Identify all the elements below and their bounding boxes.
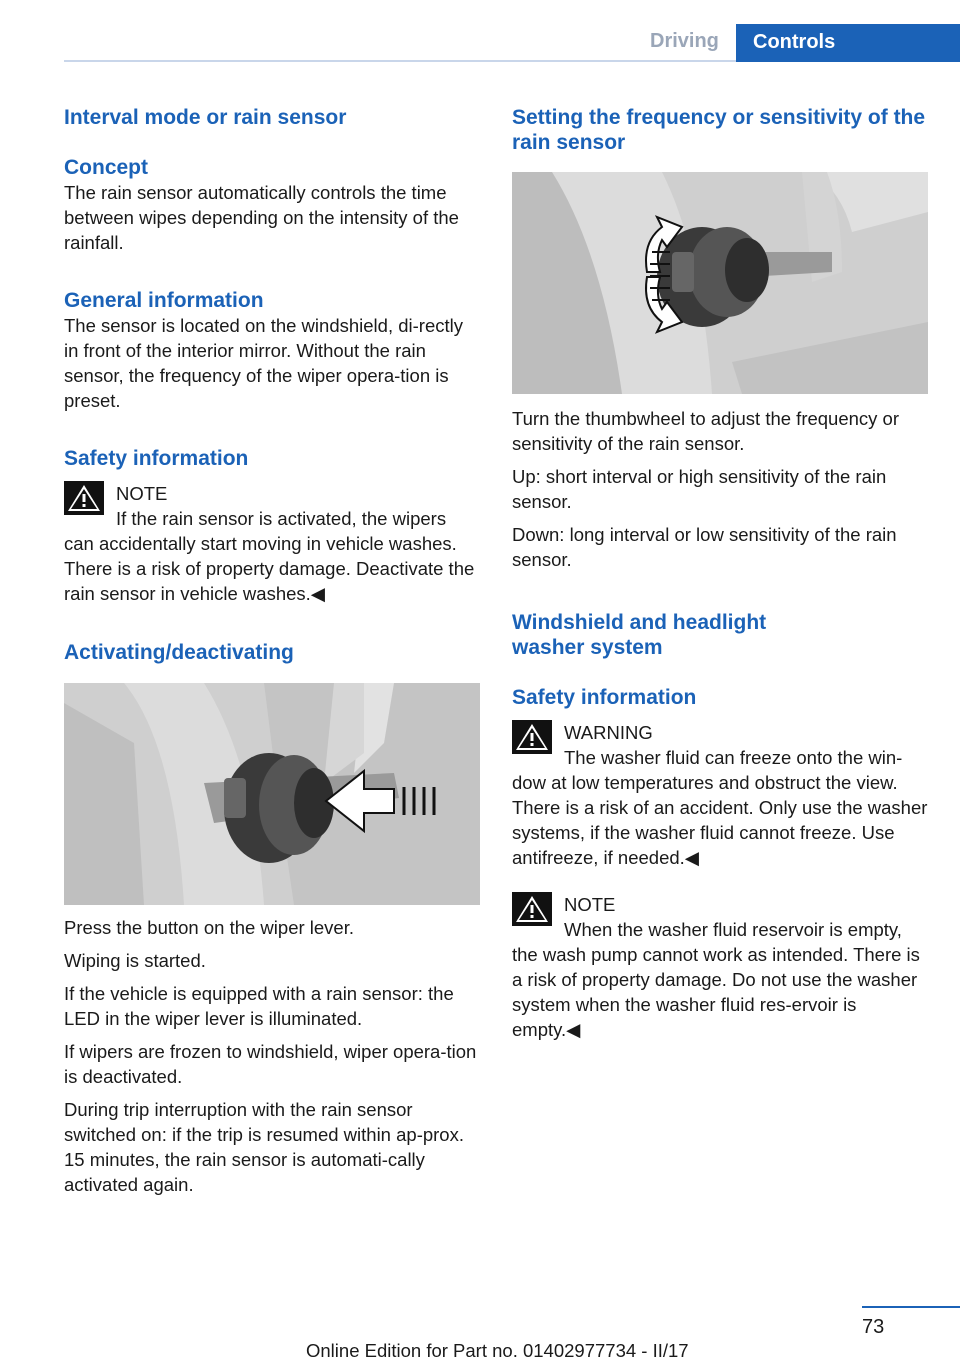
chapter-label[interactable]: Driving xyxy=(650,30,719,52)
wiper-lever-button-illustration xyxy=(64,683,480,905)
safety-heading: Safety information xyxy=(64,447,249,470)
thumbwheel-illustration xyxy=(512,172,928,394)
warning-triangle-icon xyxy=(512,720,552,754)
warning-label: WARNING xyxy=(564,722,653,743)
activating-step-4: If wipers are frozen to windshield, wiper opera-tion is deactivated. xyxy=(64,1041,477,1087)
setting-text-1: Turn the thumbwheel to adjust the frequency or sensitivity of the rain sensor. xyxy=(512,408,900,454)
washer-safety-heading: Safety information xyxy=(512,686,697,709)
note-label-2: NOTE xyxy=(564,894,616,915)
warning-box xyxy=(512,720,928,870)
concept-text: The rain sensor automatically controls the time between wipes depending on the intensity of the rainfall. xyxy=(64,182,459,253)
left-column xyxy=(64,100,480,1197)
section-tab[interactable] xyxy=(736,24,960,62)
setting-heading: Setting the frequency or sensitivity of the rain sensor xyxy=(512,106,926,154)
section-title: Interval mode or rain sensor xyxy=(64,106,347,129)
edition-text: Online Edition for Part no. 01402977734 - II/17 xyxy=(306,1340,689,1361)
section-tab-label: Controls xyxy=(753,31,836,53)
setting-text-2: Up: short interval or high sensitivity of the rain sensor. xyxy=(512,466,887,512)
concept-heading: Concept xyxy=(64,156,148,179)
washer-heading: Windshield and headlight washer system xyxy=(512,611,767,659)
note-text-2: When the washer fluid reservoir is empty, the wash pump cannot work as intended. There is a risk of property damage. Do not use the washer system when the washer fluid res-ervoir is empty.◀ xyxy=(512,919,920,1040)
note-box-2 xyxy=(512,892,928,1042)
activating-step-1: Press the button on the wiper lever. xyxy=(64,917,355,938)
general-text: The sensor is located on the windshield, di-rectly in front of the interior mirror. Without the rain sensor, the frequency of the wiper opera-tion is preset. xyxy=(64,315,463,411)
activating-step-3: If the vehicle is equipped with a rain sensor: the LED in the wiper lever is illuminated. xyxy=(64,983,454,1029)
activating-step-2: Wiping is started. xyxy=(64,950,206,971)
note-text: If the rain sensor is activated, the wipers can accidentally start moving in vehicle washes. There is a risk of property damage. Deactivate the rain sensor in vehicle washes.◀ xyxy=(64,508,475,604)
footer-rule xyxy=(862,1306,960,1308)
activating-heading: Activating/deactivating xyxy=(64,641,294,664)
note-box xyxy=(64,481,480,606)
right-column xyxy=(512,100,928,1042)
general-heading: General information xyxy=(64,289,264,312)
setting-text-3: Down: long interval or low sensitivity of the rain sensor. xyxy=(512,524,897,570)
page-number: 73 xyxy=(862,1316,885,1338)
note-label: NOTE xyxy=(116,483,168,504)
warning-text: The washer fluid can freeze onto the win-dow at low temperatures and obstruct the view. There is a risk of an accident. Only use the washer systems, if the washer fluid cannot freeze. Use antifreeze, if needed.◀ xyxy=(512,747,928,868)
warning-triangle-icon xyxy=(64,481,104,515)
activating-step-5: During trip interruption with the rain sensor switched on: if the trip is resumed within ap-prox. 15 minutes, the rain sensor is automati-cally activated again. xyxy=(64,1099,464,1195)
warning-triangle-icon xyxy=(512,892,552,926)
